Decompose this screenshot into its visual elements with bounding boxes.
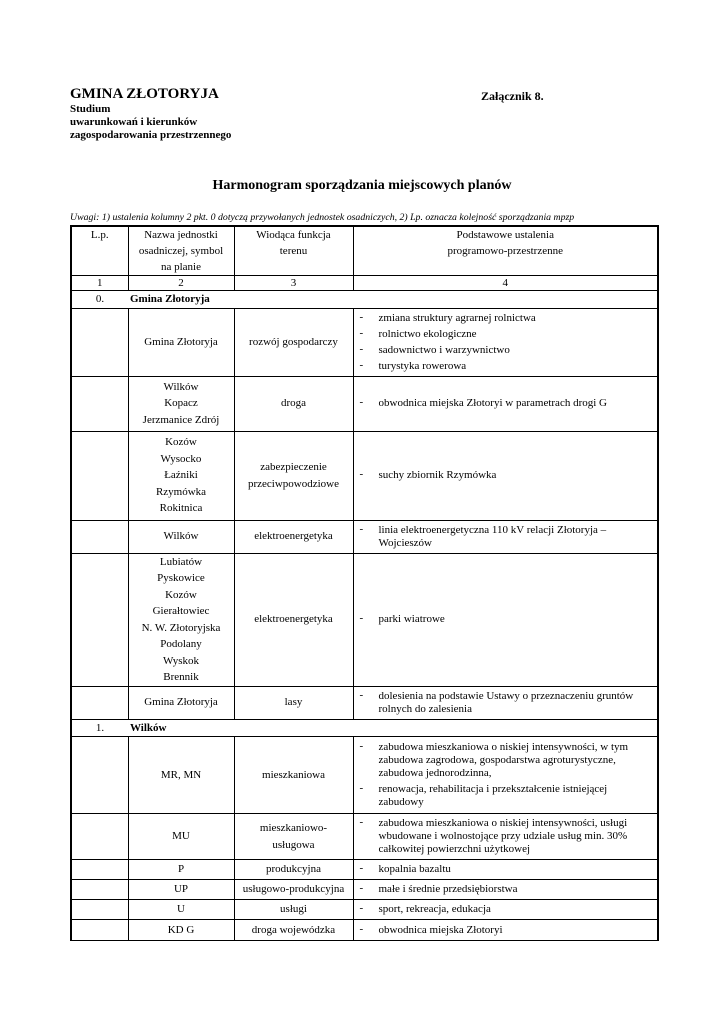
nazwa-line: Pyskowice — [157, 572, 205, 584]
nazwa-line: Gierałtowiec — [152, 605, 210, 617]
document-header — [70, 86, 231, 142]
cell-funkcja — [234, 900, 353, 920]
nazwa-line: Wilków — [163, 530, 199, 543]
nazwa-line: Gmina Złotoryja — [144, 696, 218, 709]
cell-nazwa — [128, 376, 234, 431]
ustalenie-item — [360, 328, 654, 341]
ustalenie-text: kopalnia bazaltu — [378, 863, 451, 875]
table-row — [71, 880, 658, 900]
nazwa-line: N. W. Złotoryjska — [141, 621, 221, 634]
ustalenie-item — [360, 312, 654, 325]
cell-lp — [71, 880, 128, 900]
dash-bullet-icon: - — [359, 816, 364, 828]
dash-bullet-icon: - — [359, 522, 364, 535]
cell-funkcja — [234, 431, 353, 520]
ustalenie-item — [360, 397, 654, 410]
nazwa-line: Wysocko — [160, 452, 202, 465]
dash-bullet-icon: - — [359, 396, 364, 408]
table-row — [71, 920, 658, 941]
nazwa-line: Kozów — [165, 436, 197, 449]
dash-bullet-icon: - — [359, 688, 364, 701]
cell-ustalenia — [353, 920, 658, 941]
ustalenie-item — [360, 741, 654, 780]
nazwa-line: Kozów — [165, 588, 197, 601]
nazwa-line: Rokitnica — [159, 502, 203, 515]
section-row — [71, 719, 658, 737]
cell-nazwa — [128, 737, 234, 814]
dash-bullet-icon: - — [359, 862, 364, 874]
ustalenie-item — [360, 360, 654, 373]
cell-funkcja — [234, 880, 353, 900]
ustalenie-text: parki wiatrowe — [378, 613, 445, 625]
ustalenie-text: małe i średnie przedsiębiorstwa — [378, 883, 518, 895]
cell-lp — [71, 376, 128, 431]
nazwa-line: Wilków — [163, 380, 199, 393]
header-ustalenia: Podstawowe ustalenia programowo-przestrzenne — [353, 226, 658, 276]
nazwa-line: Brennik — [163, 671, 199, 683]
page-title: Harmonogram sporządzania miejscowych planów — [212, 178, 512, 193]
table-row — [71, 814, 658, 860]
remarks-note: Uwagi: 1) ustalenia kolumny 2 pkt. 0 dotyczą przywołanych jednostek osadniczych, 2) Lp. oznacza kolejność sporządzania mpzp — [70, 212, 575, 223]
funkcja-line: mieszkaniowo- — [259, 822, 328, 834]
dash-bullet-icon: - — [359, 740, 364, 752]
cell-nazwa — [128, 880, 234, 900]
cell-lp — [71, 686, 128, 719]
dash-bullet-icon: - — [359, 612, 364, 624]
nazwa-line: Podolany — [160, 638, 202, 650]
funkcja-line: produkcyjna — [266, 863, 321, 876]
dash-bullet-icon: - — [359, 902, 364, 914]
studium-line-2: uwarunkowań i kierunków — [70, 116, 198, 128]
cell-funkcja — [234, 814, 353, 860]
ustalenie-text: zabudowa mieszkaniowa o niskiej intensywności, w tym zabudowa zagrodowa, gospodarstwa agroturystyczne, zabudowa jednorodzinna, — [378, 741, 629, 779]
table-row — [71, 308, 658, 376]
table-row — [71, 520, 658, 553]
cell-lp — [71, 308, 128, 376]
attachment-label: Załącznik 8. — [481, 89, 544, 103]
section-lp: 0. — [71, 291, 128, 309]
cell-funkcja — [234, 920, 353, 941]
nazwa-line: MR, MN — [160, 768, 202, 781]
table-row — [71, 737, 658, 814]
nazwa-line: Łaźniki — [164, 469, 198, 482]
ustalenie-item — [360, 863, 654, 876]
nazwa-line: Jerzmanice Zdrój — [142, 413, 220, 426]
header-lp: L.p. — [71, 226, 128, 276]
cell-nazwa — [128, 520, 234, 553]
studium-line-1: Studium — [70, 103, 111, 115]
ustalenie-text: obwodnica miejska Złotoryi w parametrach drogi G — [378, 397, 607, 409]
section-row — [71, 291, 658, 309]
cell-funkcja — [234, 520, 353, 553]
funkcja-line: mieszkaniowa — [262, 768, 325, 781]
nazwa-line: UP — [173, 883, 189, 896]
nazwa-line: Gmina Złotoryja — [144, 335, 218, 348]
ustalenie-text: sport, rekreacja, edukacja — [378, 903, 491, 915]
ustalenie-text: zmiana struktury agrarnej rolnictwa — [378, 311, 536, 324]
section-lp: 1. — [71, 719, 128, 737]
ustalenie-item — [360, 524, 654, 550]
funkcja-line: rozwój gospodarczy — [249, 335, 338, 348]
dash-bullet-icon: - — [359, 882, 364, 894]
cell-funkcja — [234, 737, 353, 814]
table-row — [71, 553, 658, 686]
table-row — [71, 860, 658, 880]
cell-nazwa — [128, 860, 234, 880]
cell-nazwa — [128, 553, 234, 686]
cell-nazwa — [128, 431, 234, 520]
cell-lp — [71, 860, 128, 880]
cell-nazwa — [128, 814, 234, 860]
ustalenie-text: turystyka rowerowa — [378, 359, 467, 372]
column-number: 3 — [234, 276, 353, 291]
funkcja-line: droga wojewódzka — [251, 923, 336, 936]
cell-ustalenia — [353, 686, 658, 719]
cell-lp — [71, 553, 128, 686]
cell-ustalenia — [353, 737, 658, 814]
dash-bullet-icon: - — [359, 922, 364, 935]
cell-lp — [71, 920, 128, 941]
cell-funkcja — [234, 308, 353, 376]
ustalenie-item — [360, 903, 654, 916]
schedule-table — [70, 225, 659, 941]
column-number: 4 — [353, 276, 658, 291]
dash-bullet-icon: - — [359, 326, 364, 339]
table-row — [71, 376, 658, 431]
cell-lp — [71, 520, 128, 553]
funkcja-line: elektroenergetyka — [254, 613, 333, 626]
cell-nazwa — [128, 686, 234, 719]
ustalenie-item — [360, 469, 654, 482]
cell-ustalenia — [353, 376, 658, 431]
nazwa-line: Kopacz — [164, 397, 198, 410]
dash-bullet-icon: - — [359, 468, 364, 480]
ustalenie-item — [360, 817, 654, 856]
cell-funkcja — [234, 376, 353, 431]
header-nazwa: Nazwa jednostki osadniczej, symbol na planie — [128, 226, 234, 276]
nazwa-line: U — [177, 903, 185, 916]
cell-lp — [71, 737, 128, 814]
ustalenie-text: suchy zbiornik Rzymówka — [378, 469, 497, 481]
table-header-row — [71, 226, 658, 276]
cell-ustalenia — [353, 520, 658, 553]
column-number: 1 — [71, 276, 128, 291]
section-name: Gmina Złotoryja — [128, 291, 658, 309]
nazwa-line: KD G — [167, 923, 195, 936]
column-number-row — [71, 276, 658, 291]
ustalenie-item — [360, 344, 654, 357]
ustalenie-item — [360, 883, 654, 896]
ustalenie-item — [360, 613, 654, 626]
cell-nazwa — [128, 308, 234, 376]
funkcja-line: przeciwpowodziowe — [247, 477, 340, 490]
dash-bullet-icon: - — [359, 310, 364, 323]
nazwa-line: MU — [172, 830, 190, 843]
cell-ustalenia — [353, 308, 658, 376]
funkcja-line: elektroenergetyka — [254, 530, 333, 543]
funkcja-line: usługowa — [272, 838, 315, 851]
studium-line-3: zagospodarowania przestrzennego — [70, 129, 232, 141]
gmina-title: GMINA ZŁOTORYJA — [70, 86, 219, 102]
nazwa-line: Lubiatów — [159, 555, 203, 568]
ustalenie-text: obwodnica miejska Złotoryi — [378, 923, 503, 936]
cell-nazwa — [128, 900, 234, 920]
column-number: 2 — [128, 276, 234, 291]
nazwa-line: P — [177, 863, 185, 876]
table-row — [71, 900, 658, 920]
ustalenie-text: renowacja, rehabilitacja i przekształcenie istniejącej zabudowy — [378, 783, 608, 808]
ustalenie-text: dolesienia na podstawie Ustawy o przeznaczeniu gruntów rolnych do zalesienia — [378, 689, 634, 715]
ustalenie-text: sadownictwo i warzywnictwo — [378, 343, 510, 356]
nazwa-line: Wyskok — [162, 654, 199, 667]
cell-ustalenia — [353, 900, 658, 920]
cell-ustalenia — [353, 860, 658, 880]
ustalenie-item — [360, 924, 654, 937]
ustalenie-item — [360, 690, 654, 716]
cell-funkcja — [234, 686, 353, 719]
ustalenie-text: rolnictwo ekologiczne — [378, 327, 477, 340]
ustalenie-text: linia elektroenergetyczna 110 kV relacji Złotoryja – Wojcieszów — [378, 523, 607, 549]
cell-funkcja — [234, 860, 353, 880]
cell-ustalenia — [353, 431, 658, 520]
funkcja-line: droga — [280, 397, 307, 410]
header-funkcja: Wiodąca funkcja terenu — [234, 226, 353, 276]
nazwa-line: Rzymówka — [155, 485, 207, 498]
funkcja-line: usługowo-produkcyjna — [242, 883, 345, 896]
ustalenie-text: zabudowa mieszkaniowa o niskiej intensywności, usługi wbudowane i wolnostojące przy udziale usług min. 30% całkowitej powierzchni użytkowej — [378, 817, 628, 855]
funkcja-line: usługi — [280, 903, 307, 916]
section-name: Wilków — [128, 719, 658, 737]
cell-ustalenia — [353, 553, 658, 686]
funkcja-line: lasy — [284, 696, 303, 709]
cell-ustalenia — [353, 880, 658, 900]
dash-bullet-icon: - — [359, 342, 364, 355]
cell-lp — [71, 814, 128, 860]
ustalenie-item — [360, 783, 654, 809]
cell-lp — [71, 900, 128, 920]
funkcja-line: zabezpieczenie — [260, 461, 327, 473]
cell-nazwa — [128, 920, 234, 941]
cell-lp — [71, 431, 128, 520]
table-row — [71, 431, 658, 520]
cell-funkcja — [234, 553, 353, 686]
dash-bullet-icon: - — [359, 782, 364, 794]
cell-ustalenia — [353, 814, 658, 860]
table-row — [71, 686, 658, 719]
dash-bullet-icon: - — [359, 358, 364, 371]
